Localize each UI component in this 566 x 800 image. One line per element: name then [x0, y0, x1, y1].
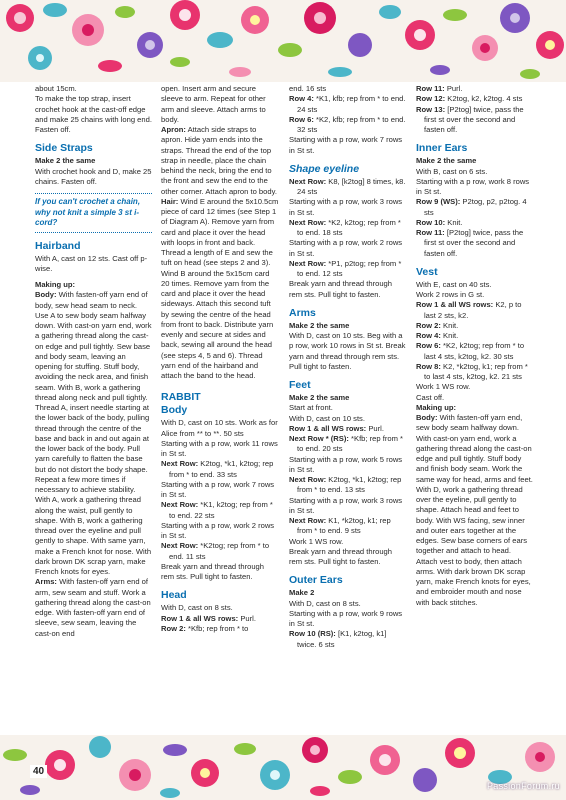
rows-outer-ears-cont [416, 84, 534, 135]
label: Hair: [161, 196, 179, 206]
heading-side-straps: Side Straps [35, 142, 93, 155]
row-text: Purl. [240, 613, 256, 623]
pattern-row [289, 424, 407, 434]
column-2 [161, 84, 279, 634]
pattern-row [161, 562, 279, 583]
row-text: With D, cast on 8 sts. [289, 598, 361, 608]
floral-border-bottom [0, 735, 566, 800]
heading-hairband: Hairband [35, 239, 81, 252]
pattern-row [289, 414, 407, 424]
row-text: *K2, kfb; rep from * to end. 32 sts [297, 114, 406, 134]
watermark: PassionForum.ru [486, 781, 560, 791]
row-text: *K2tog; rep from * to end. 11 sts [169, 541, 270, 561]
row-text: Knit. [443, 320, 459, 330]
row-label: Next Row: [161, 500, 199, 510]
paragraph [161, 197, 279, 382]
row-text: Break yarn and thread through rem sts. Pull tight to fasten. [289, 546, 393, 566]
row-text: *K2, k2tog; rep from * to end. 18 sts [297, 217, 401, 237]
pattern-row [161, 459, 279, 480]
row-text: Work 1 WS row. [416, 382, 471, 392]
pattern-row [161, 603, 279, 613]
heading-feet: Feet [289, 379, 311, 391]
heading-inner-ears: Inner Ears [416, 142, 468, 155]
text: With fasten-off yarn end, sew body seam halfway down. With cast-on yarn end, work a gathering thread along the cast-on edge and pull tightly. Stuff body and finish body seam. Work the same way for head, arms and feet. With D, work a gathering thread over the eyeline, pull gently to shape. Attach head and feet to body. With WS facing, sew inner and outer ears together at the edges. Sew base corners of ears together and attach to head. Attach vest to body, then attach arms. With dark brown DK scrap yarn, make French knots for eyes, and embroider mouth and nose with back stitches. [416, 413, 533, 607]
pattern-row [416, 362, 534, 383]
paragraph: about 15cm. [35, 84, 77, 93]
row-text: Starting with a p row, work 9 rows in St st. [289, 608, 403, 628]
pattern-row [416, 300, 534, 321]
row-label: Row 6: [289, 114, 314, 124]
row-label: Next Row: [289, 176, 327, 186]
heading-head: Head [161, 589, 187, 602]
row-label: Row 1 & all WS rows: [416, 300, 494, 310]
paragraph: To make the top strap, insert crochet hook at the cast-off edge and make 25 chains with long end. Fasten off. [35, 94, 152, 134]
row-label: Row 13: [416, 104, 446, 114]
row-text: Knit. [447, 217, 463, 227]
column-3 [289, 84, 407, 650]
subheading: Make 2 the same [289, 393, 350, 402]
rows-rabbit-body [161, 418, 279, 582]
row-text: *P1, p2tog; rep from * to end. 12 sts [297, 258, 402, 278]
row-text: *K1, kfb; rep from * to end. 24 sts [297, 94, 406, 114]
row-text: Work 1 WS row. [289, 536, 344, 546]
subheading: Make 2 [289, 588, 315, 598]
floral-pattern-icon [0, 735, 566, 800]
pattern-row [416, 382, 534, 392]
pattern-row [416, 197, 534, 218]
paragraph: With D, cast on 10 sts. Beg with a p row, work 10 rows in St st. Break yarn and thread through rem sts. Pull tight to fasten. [289, 331, 406, 371]
paragraph: With A, cast on 12 sts. Cast off p-wise. [35, 253, 148, 273]
pattern-row [289, 434, 407, 455]
row-label: Row 2: [416, 320, 441, 330]
paragraph [416, 413, 534, 608]
row-text: With D, cast on 10 sts. Work as for Alice from ** to **. 50 sts [161, 418, 278, 438]
row-text: Cast off. [416, 392, 445, 402]
pattern-row [289, 516, 407, 537]
pattern-row [289, 218, 407, 239]
pattern-row [289, 496, 407, 517]
row-label: Row 10 (RS): [289, 629, 336, 639]
pattern-row [161, 624, 279, 634]
row-text: K8, [k2tog] 8 times, k8. 24 sts [297, 176, 406, 196]
rows-vest [416, 280, 534, 403]
pattern-row [289, 599, 407, 609]
pattern-row [289, 238, 407, 259]
row-text: Starting with a p row, work 2 rows in St st. [289, 238, 403, 258]
row-text: With D, cast on 8 sts. [161, 603, 233, 613]
pattern-row [289, 84, 407, 94]
column-1 [35, 84, 152, 639]
rows-head-cont [289, 84, 407, 156]
paragraph [35, 577, 152, 639]
rows-feet [289, 403, 407, 567]
pattern-row [416, 84, 534, 94]
paragraph [161, 125, 279, 197]
row-text: *K1, k2tog; rep from * to end. 22 sts [169, 500, 273, 520]
row-text: [P2tog] twice, pass the first st over the second and fasten off. [424, 104, 524, 134]
row-label: Next Row: [289, 258, 327, 268]
row-text: Purl. [446, 84, 463, 93]
pattern-row [289, 177, 407, 198]
row-label: Row 11: [416, 228, 445, 237]
pattern-row [289, 403, 407, 413]
subheading: Make 2 the same [416, 156, 477, 166]
pattern-row [416, 228, 534, 259]
row-text: Starting with a p row, work 8 rows in St st. [416, 176, 530, 196]
pattern-row [416, 94, 534, 104]
text: Attach side straps to apron. Hide yarn ends into the straps. Thread the end of the top strap in needle, place the chain behind the neck, bring the end to the front and sew the end to the other corner. Attach apron to body. [161, 125, 277, 196]
pattern-row [416, 177, 534, 198]
row-text: Starting with a p row, work 5 rows in St st. [289, 454, 403, 474]
text: Wind E around the 5x10.5cm piece of card 12 times (see Step 1 of Diagram A). Remove yarn from card and place it over the head with loops in front and back. Thread a length of E and sew the tuft on head (see steps 2 and 3). Wind B around the 5x15cm card 20 times. Remove yarn from the card and place it over the head sideways. Attach this second tuft by sewing the centre of the head from front to back. Distribute yarn evenly and secure at sides and back, sewing all around the head (see steps 4, 5 and 6). Thread yarn end of the hairband and attach the band to the head. [161, 196, 279, 380]
row-text: *Kfb; rep from * to [188, 623, 249, 633]
row-label: Row 2: [161, 623, 186, 633]
pattern-row [161, 480, 279, 501]
column-4 [416, 84, 534, 608]
text: With fasten-off yarn end of arm, sew seam and stuff. Work a gathering thread along the cast-on edge. With fasten-off yarn end of sleeve, sew seam, leaving the cast-on end [35, 577, 151, 638]
row-label: Next Row * (RS): [289, 434, 349, 443]
row-text: Starting with a p row, work 3 rows in St st. [289, 495, 403, 515]
pattern-row [161, 418, 279, 439]
pattern-row [416, 393, 534, 403]
row-text: Starting with a p row, work 3 rows in St st. [289, 197, 403, 217]
row-label: Row 4: [289, 94, 314, 104]
subheading: Make 2 the same [35, 156, 96, 166]
row-label: Row 12: [416, 94, 446, 104]
rows-eyeline [289, 177, 407, 300]
heading-body: Body [161, 404, 188, 417]
row-text: Starting with a p row, work 7 rows in St st. [289, 135, 403, 155]
label: Apron: [161, 125, 186, 134]
paragraph: With crochet hook and D, make 25 chains. Fasten off. [35, 166, 152, 186]
tip-box: If you can't crochet a chain, why not knit a simple 3 st i-cord? [35, 193, 152, 233]
floral-border-top [0, 0, 566, 82]
row-text: Knit. [443, 331, 459, 340]
pattern-row [289, 115, 407, 136]
paragraph [35, 290, 152, 577]
pattern-row [416, 341, 534, 362]
subheading: Make 2 the same [289, 320, 350, 330]
heading-arms: Arms [289, 306, 316, 319]
subheading-making-up: Making up: [416, 402, 457, 412]
row-label: Row 11: [416, 84, 445, 93]
row-text: Start at front. [289, 403, 333, 413]
row-text: Purl. [368, 423, 384, 433]
rows-inner-ears [416, 167, 534, 259]
pattern-row [289, 629, 407, 650]
row-text: *Kfb; rep from * to end. 20 sts [297, 434, 403, 454]
pattern-row [289, 135, 407, 156]
row-label: Next Row: [289, 217, 327, 227]
row-label: Row 10: [416, 217, 446, 227]
pattern-row [416, 290, 534, 300]
floral-pattern-icon [0, 0, 566, 82]
row-label: Row 1 & all WS rows: [289, 423, 367, 433]
pattern-row [289, 197, 407, 218]
pattern-row [161, 521, 279, 542]
row-label: Next Row: [289, 475, 327, 484]
pattern-row [289, 547, 407, 568]
pattern-row [289, 259, 407, 280]
row-text: [P2tog] twice, pass the first st over the second and fasten off. [424, 228, 524, 258]
row-label: Row 4: [416, 331, 441, 340]
row-text: Starting with a p row, work 2 rows in St st. [161, 520, 275, 540]
row-text: Starting with a p row, work 11 rows in St st. [161, 438, 278, 458]
heading-outer-ears: Outer Ears [289, 574, 343, 587]
row-text: *K2, k2tog; rep from * to last 4 sts, k2tog, k2. 30 sts [424, 341, 525, 361]
pattern-row [416, 105, 534, 136]
pattern-row [161, 614, 279, 624]
row-label: Row 9 (WS): [416, 197, 461, 207]
rows-outer-ears [289, 599, 407, 650]
pattern-row [161, 541, 279, 562]
row-text: K2, p to last 2 sts, k2. [424, 300, 522, 320]
pattern-page [0, 82, 566, 735]
row-label: Row 1 & all WS rows: [161, 613, 239, 623]
row-text: K2, *k2tog, k1; rep from * to last 4 sts, k2tog, k2. 21 sts [424, 361, 528, 381]
row-label: Row 8: [416, 361, 441, 371]
heading-vest: Vest [416, 265, 438, 278]
label: Body: [416, 413, 438, 422]
heading-shape-eyeline: Shape eyeline [289, 162, 360, 175]
pattern-row [161, 500, 279, 521]
row-text: Break yarn and thread through rem sts. Pull tight to fasten. [289, 279, 393, 299]
pattern-row [416, 321, 534, 331]
heading-rabbit: RABBIT [161, 391, 201, 404]
row-text: end. 16 sts [289, 84, 327, 93]
label: Body: [35, 290, 57, 300]
label: Arms: [35, 577, 57, 587]
row-text: With E, cast on 40 sts. [416, 279, 492, 289]
paragraph: open. Insert arm and secure sleeve to arm. Repeat for other arm and sleeve. Attach arms to body. [161, 84, 266, 124]
pattern-row [289, 537, 407, 547]
row-text: K1, *k2tog, k1; rep from * to end. 9 sts [297, 516, 391, 536]
pattern-row [289, 455, 407, 476]
row-text: K2tog, *k1, k2tog; rep from * to end. 33 sts [169, 459, 274, 479]
row-text: With B, cast on 6 sts. [416, 166, 488, 176]
pattern-row [416, 331, 534, 341]
row-label: Next Row: [289, 516, 327, 525]
text: With fasten-off yarn end of body, sew head seam to neck. Use A to sew body seam halfway down. With cast-on yarn end, work a gathering thread along the cast-on edge and pull tightly. Sew base and body seam, leaving an opening for stuffing. Stuff body, avoiding the neck area, and finish seam. With B, work a gathering thread along neck and pull tightly. Thread A, insert needle starting at the lower back of the body, pulling thread through the centre of the base and back in and out again at the lower back of the body. Pull yarn carefully to flatten the base but do not distort the body shape. Repeat a few more times if necessary to achieve stability. With A, work a gathering thread along the waist, pull gently to shape. With B, work a gathering thread over the eyeline and pull gently to shape. With same yarn, make a French knot for nose. With dark brown DK scrap yarn, make French knots for eyes. [35, 290, 152, 576]
row-text: Work 2 rows in G st. [416, 290, 485, 299]
row-text: [K1, k2tog, k1] twice. 6 sts [297, 629, 387, 649]
row-text: K2tog, *k1, k2tog; rep from * to end. 13 sts [297, 475, 402, 495]
row-text: P2tog, p2, p2tog. 4 sts [424, 197, 527, 217]
row-text: Starting with a p row, work 7 rows in St st. [161, 479, 275, 499]
subheading-making-up: Making up: [35, 280, 76, 289]
row-text: With D, cast on 10 sts. [289, 413, 365, 423]
pattern-row [289, 475, 407, 496]
pattern-row [416, 167, 534, 177]
pattern-row [289, 609, 407, 630]
row-text: Break yarn and thread through rem sts. Pull tight to fasten. [161, 561, 265, 581]
row-label: Next Row: [161, 541, 199, 551]
pattern-row [289, 94, 407, 115]
pattern-row [416, 218, 534, 228]
row-label: Next Row: [161, 459, 199, 469]
page-number: 40 [30, 765, 47, 778]
pattern-row [161, 439, 279, 460]
pattern-row [289, 279, 407, 300]
row-text: K2tog, k2, k2tog. 4 sts [447, 94, 523, 104]
pattern-row [416, 280, 534, 290]
rows-head [161, 603, 279, 634]
row-label: Row 6: [416, 341, 441, 351]
